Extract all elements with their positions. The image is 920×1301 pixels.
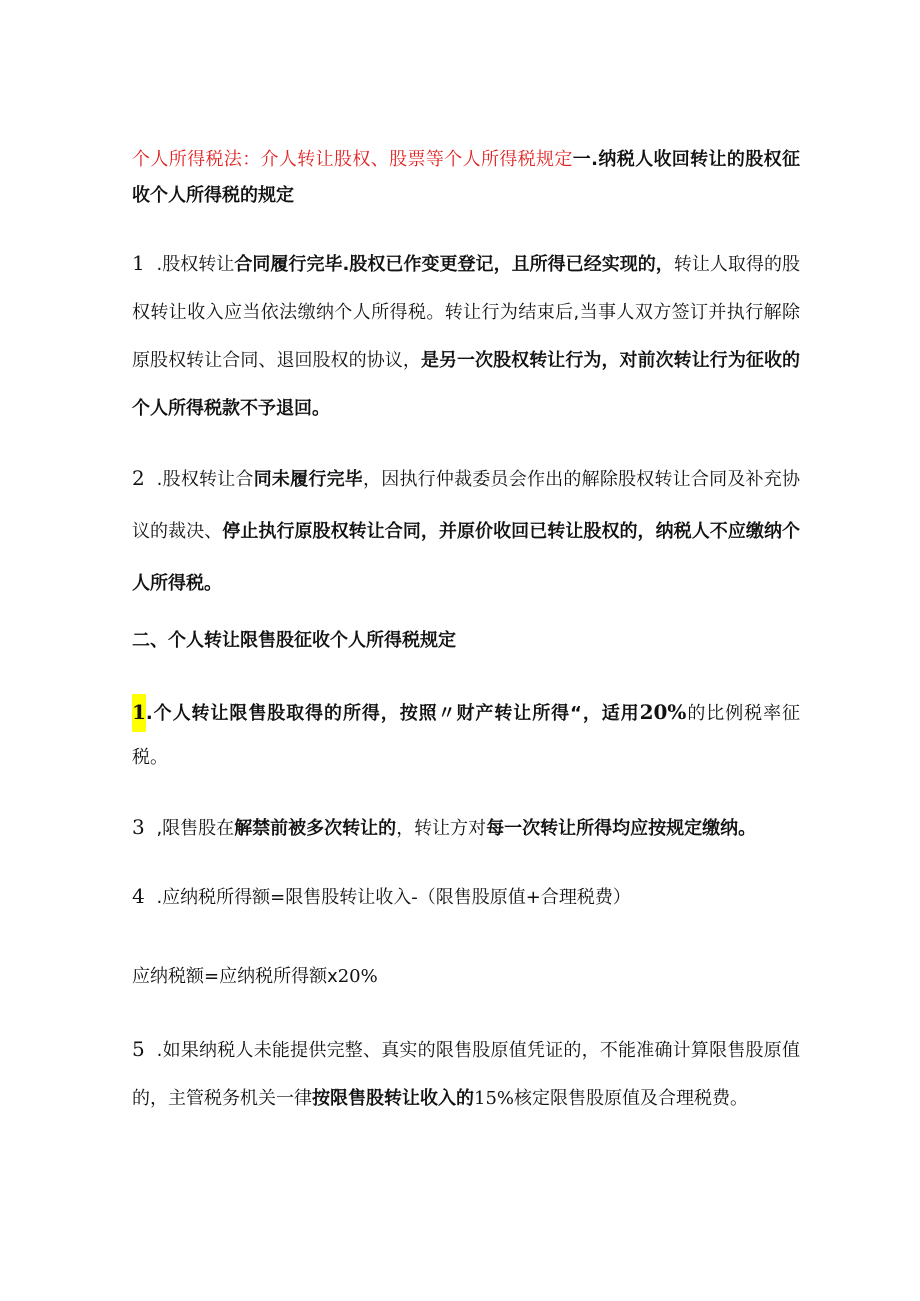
title-bold-text: 一.纳税人收回转让的股权征收个人所得税的规定 <box>132 149 801 206</box>
document-title <box>132 142 800 214</box>
text-run: 转让人取得的股权转让收入应当依法缴纳个人所得税。转让行为结束后,当事人双方签订并执行解除原股权转让合同、退回股权的协议， <box>132 254 801 371</box>
text-run: 核定限售股原值及合理税费。 <box>514 1088 749 1109</box>
item-number: 1 <box>132 251 145 275</box>
percent-value: 15% <box>474 1088 515 1109</box>
text-run: ,限售股在 <box>150 818 235 839</box>
text-run: .如果纳税人未能提供完整、真实的限售股原值凭证的，不能准确计算限售股原值的，主管税务机关一律 <box>132 1040 800 1109</box>
paragraph-5 <box>132 878 800 916</box>
bold-run: 同未履行完毕 <box>253 469 364 490</box>
paragraph-4 <box>132 809 800 847</box>
item-number: 2 <box>132 466 145 490</box>
text-run: 应纳税额=应纳税所得额x <box>132 966 338 987</box>
highlighted-number: 1 <box>132 694 146 732</box>
bold-run: .个人转让限售股取得的所得，按照〃财产转让所得“，适用 <box>145 703 640 724</box>
bold-run: 每一次转让所得均应按规定缴纳。 <box>486 818 757 839</box>
paragraph-1 <box>132 239 800 433</box>
bold-run: 解禁前被多次转让的 <box>234 818 397 839</box>
percent-value: 20% <box>639 700 687 724</box>
paragraph-2 <box>132 452 800 610</box>
paragraph-3 <box>132 690 800 780</box>
text-run: ，转让方对 <box>396 818 487 839</box>
text-run: .股权转让 <box>150 254 235 275</box>
title-red-text: 个人所得税法：介人转让股权、股票等个人所得税规定 <box>132 149 573 170</box>
bold-run: 合同履行完毕.股权已作变更登记，且所得已经实现的， <box>234 254 674 275</box>
bold-run: 按限售股转让收入的 <box>312 1088 474 1109</box>
bold-run: 是另一次股权转让行为，对前次转让行为征收的个人所得税款不予退回。 <box>132 350 800 419</box>
text-run: .股权转让合 <box>150 469 254 490</box>
percent-value: 20% <box>337 966 378 987</box>
item-number: 3 <box>132 815 145 839</box>
item-number: 5 <box>132 1037 145 1061</box>
section-heading: 二、个人转让限售股征收个人所得税规定 <box>132 630 456 651</box>
bold-run: 停止执行原股权转让合同，并原价收回已转让股权的，纳税人不应缴纳个人所得税。 <box>132 521 801 594</box>
text-run: ，因执行仲裁委员会作出的解除股权转让合同及补充协议的裁决、 <box>132 469 801 542</box>
item-number: 4 <box>132 884 145 908</box>
text-run: 的比例税率征税。 <box>132 703 800 768</box>
paragraph-6 <box>132 958 800 995</box>
paragraph-7 <box>132 1025 800 1123</box>
text-run: .应纳税所得额=限售股转让收入-（限售股原值+合理税费） <box>150 887 631 908</box>
